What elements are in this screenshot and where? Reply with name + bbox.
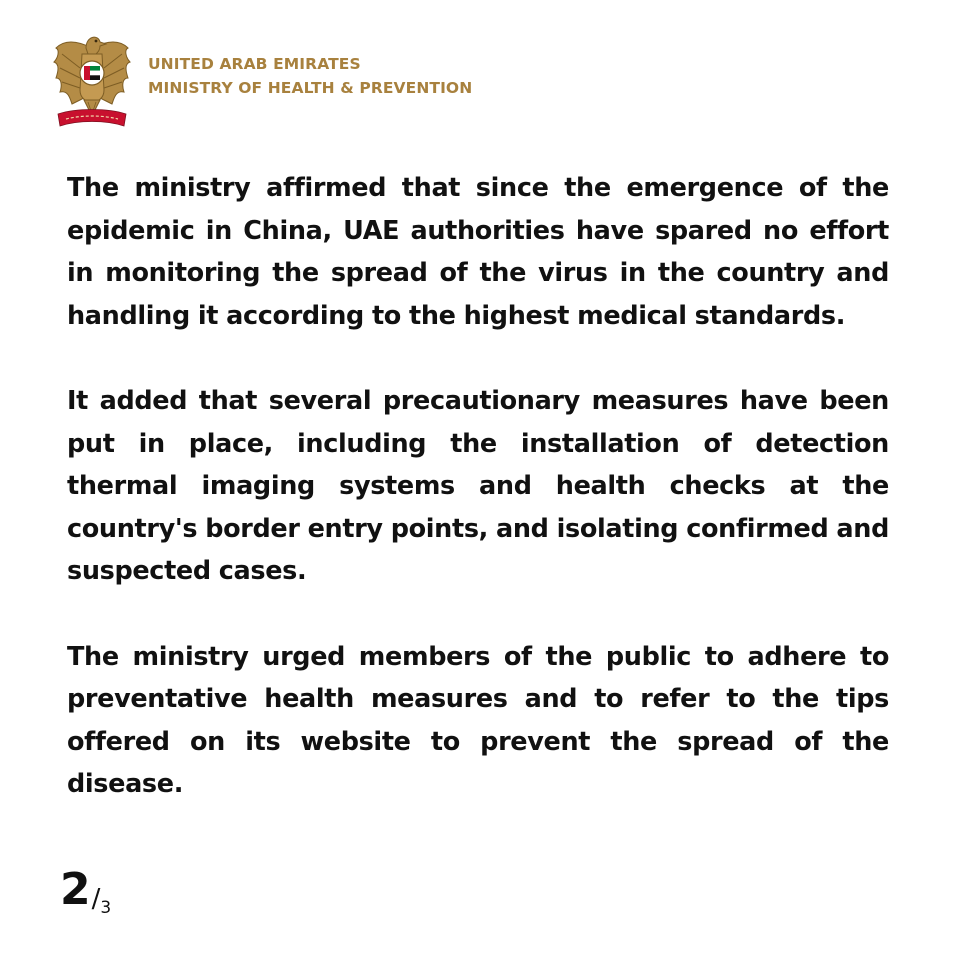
country-name: UNITED ARAB EMIRATES <box>148 55 361 73</box>
organisation-name <box>148 52 472 100</box>
current-page-number: 2 <box>60 864 91 915</box>
uae-falcon-emblem-icon <box>52 28 132 130</box>
page-indicator <box>60 864 111 916</box>
page-separator: / <box>91 884 101 914</box>
ministry-name: MINISTRY OF HEALTH & PREVENTION <box>148 79 473 97</box>
paragraph-1: The ministry affirmed that since the emergence of the epidemic in China, UAE authorities have spared no effort in monitoring the spread of the virus in the country and handling it according to the highest medical standards. <box>67 173 889 331</box>
paragraph-2: It added that several precautionary measures have been put in place, including the installation of detection thermal imaging systems and health checks at the country's border entry points, and isolating confirmed and suspected cases. <box>67 386 889 586</box>
paragraph-3: The ministry urged members of the public to adhere to preventative health measures and to refer to the tips offered on its website to prevent the spread of the disease. <box>67 641 889 799</box>
article-body <box>67 167 889 849</box>
header <box>52 28 472 130</box>
total-page-count: 3 <box>100 898 112 918</box>
